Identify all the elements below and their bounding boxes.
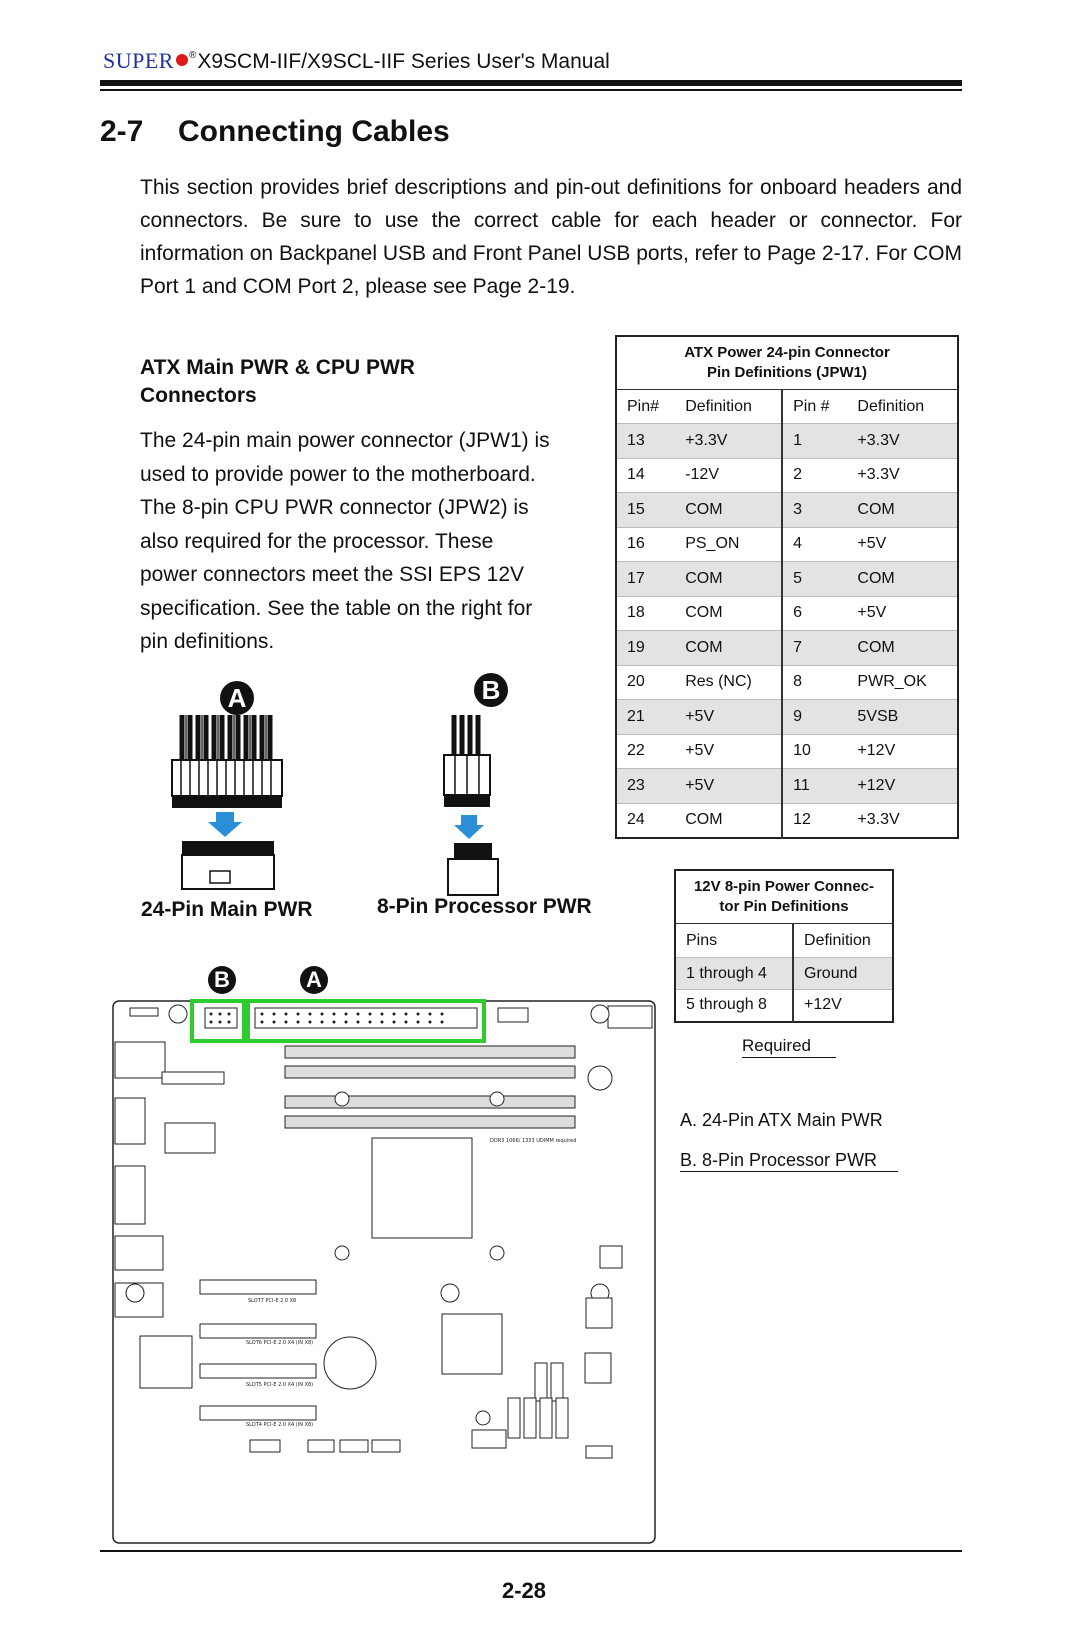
arrow-down-icon xyxy=(208,812,242,837)
board-badge-a: A xyxy=(300,966,328,994)
table-row xyxy=(616,424,958,459)
caption-8pin: 8-Pin Processor PWR xyxy=(377,895,592,918)
col-header-definition: Definition xyxy=(847,390,958,424)
pin-cell: 2 xyxy=(782,458,847,493)
table-row xyxy=(675,990,893,1022)
definition-cell: PWR_OK xyxy=(847,665,958,700)
section-title xyxy=(100,115,450,149)
table-row xyxy=(616,803,958,838)
section-number: 2-7 xyxy=(100,115,144,148)
pin-cell: 5 xyxy=(782,562,847,597)
arrow-down-icon xyxy=(454,815,484,839)
header-24pin-icon xyxy=(182,841,274,889)
connector-illustration xyxy=(160,715,630,905)
table-row xyxy=(616,458,958,493)
col-header-pin: Pin# xyxy=(616,390,675,424)
col-header-pins: Pins xyxy=(675,924,793,958)
definition-cell: COM xyxy=(847,631,958,666)
running-header xyxy=(103,48,610,74)
cable-24pin-icon xyxy=(172,715,282,808)
board-badge-b: B xyxy=(208,966,236,994)
definition-cell: COM xyxy=(675,803,782,838)
pin-cell: 8 xyxy=(782,665,847,700)
table-8pin xyxy=(674,869,894,1023)
legend-a: A. 24-Pin ATX Main PWR xyxy=(680,1110,883,1130)
definition-cell: COM xyxy=(847,493,958,528)
definition-cell: +5V xyxy=(847,527,958,562)
pin-cell: 4 xyxy=(782,527,847,562)
table-row xyxy=(616,734,958,769)
atx-body: The 24-pin main power connector (JPW1) is used to provide power to the motherboard. The 8-pin CPU PWR connector (JPW2) is also required for the processor. These power connectors meet the SSI EPS 12V specification. See the table on the right for pin definitions. xyxy=(140,429,550,653)
pin-cell: 1 xyxy=(782,424,847,459)
definition-cell: +3.3V xyxy=(847,458,958,493)
pin-cell: 12 xyxy=(782,803,847,838)
table-row xyxy=(675,958,893,990)
pin-cell: 18 xyxy=(616,596,675,631)
definition-cell: +5V xyxy=(675,769,782,804)
slot6-label: SLOT6 PCI-E 2.0 X4 (IN X8) xyxy=(246,1340,314,1346)
table-row xyxy=(616,700,958,735)
pin-cell: 17 xyxy=(616,562,675,597)
header-rule-thick xyxy=(100,80,962,86)
col-header-pin: Pin # xyxy=(782,390,847,424)
badge-b: B xyxy=(474,673,508,707)
header-rule-thin xyxy=(100,89,962,91)
pin-cell: 21 xyxy=(616,700,675,735)
slot7-label: SLOT7 PCI-E 2.0 X8 xyxy=(248,1298,297,1304)
definition-cell: 5VSB xyxy=(847,700,958,735)
slot4-label: SLOT4 PCI-E 2.0 X4 (IN X8) xyxy=(246,1422,314,1428)
pin-cell: 16 xyxy=(616,527,675,562)
pin-cell: 6 xyxy=(782,596,847,631)
definition-cell: -12V xyxy=(675,458,782,493)
definition-cell: COM xyxy=(675,596,782,631)
cable-8pin-icon xyxy=(444,715,490,807)
slot5-label: SLOT5 PCI-E 2.0 X4 (IN X8) xyxy=(246,1382,314,1388)
pin-cell: 24 xyxy=(616,803,675,838)
brand-logo: SUPER xyxy=(103,48,174,73)
pin-cell: 13 xyxy=(616,424,675,459)
caption-24pin: 24-Pin Main PWR xyxy=(141,898,313,921)
definition-cell: +5V xyxy=(847,596,958,631)
pin-cell: 15 xyxy=(616,493,675,528)
definition-cell: +12V xyxy=(793,990,893,1022)
col-header-definition: Definition xyxy=(675,390,782,424)
pin-cell: 19 xyxy=(616,631,675,666)
definition-cell: COM xyxy=(675,631,782,666)
table-row xyxy=(616,493,958,528)
pin-cell: 9 xyxy=(782,700,847,735)
definition-cell: COM xyxy=(847,562,958,597)
pin-cell: 20 xyxy=(616,665,675,700)
pin-cell: 14 xyxy=(616,458,675,493)
definition-cell: COM xyxy=(675,562,782,597)
definition-cell: +12V xyxy=(847,769,958,804)
logo-dot-icon xyxy=(176,54,188,66)
header-8pin-icon xyxy=(448,843,498,895)
table-row xyxy=(616,665,958,700)
section-heading: Connecting Cables xyxy=(178,115,450,148)
badge-a: A xyxy=(220,681,254,715)
page-number: 2-28 xyxy=(502,1578,547,1603)
definition-cell: +3.3V xyxy=(675,424,782,459)
pins-cell: 1 through 4 xyxy=(675,958,793,990)
table-row xyxy=(616,596,958,631)
pins-cell: 5 through 8 xyxy=(675,990,793,1022)
dimm-label: DDR3 1066/ 1333 UDIMM required xyxy=(490,1138,577,1144)
definition-cell: +3.3V xyxy=(847,424,958,459)
definition-cell: +12V xyxy=(847,734,958,769)
pin-cell: 3 xyxy=(782,493,847,528)
table-row xyxy=(616,527,958,562)
definition-cell: PS_ON xyxy=(675,527,782,562)
definition-cell: COM xyxy=(675,493,782,528)
pin-cell: 10 xyxy=(782,734,847,769)
table-row xyxy=(616,562,958,597)
footer-rule xyxy=(100,1550,962,1552)
definition-cell: +5V xyxy=(675,700,782,735)
definition-cell: +5V xyxy=(675,734,782,769)
pin-cell: 11 xyxy=(782,769,847,804)
pin-cell: 23 xyxy=(616,769,675,804)
table-row xyxy=(616,769,958,804)
table-row xyxy=(616,631,958,666)
intro-paragraph: This section provides brief descriptions and pin-out definitions for onboard headers and connectors. Be sure to use the correct cable for each header or connector. For information on Backpanel USB and Front Panel USB ports, refer to Page 2-17. For COM Port 1 and COM Port 2, please see Page 2-19. xyxy=(140,176,962,298)
definition-cell: Res (NC) xyxy=(675,665,782,700)
required-note: Required xyxy=(742,1036,836,1058)
table-24pin-title: ATX Power 24-pin Connector Pin Definitions (JPW1) xyxy=(616,336,958,390)
motherboard-diagram xyxy=(110,998,660,1548)
manual-title: X9SCM-IIF/X9SCL-IIF Series User's Manual xyxy=(197,50,610,73)
col-header-definition: Definition xyxy=(793,924,893,958)
pin-cell: 7 xyxy=(782,631,847,666)
pin-cell: 22 xyxy=(616,734,675,769)
registered-mark: ® xyxy=(188,50,197,61)
atx-heading: ATX Main PWR & CPU PWR Connectors xyxy=(140,356,415,407)
table-24pin xyxy=(615,335,959,839)
definition-cell: +3.3V xyxy=(847,803,958,838)
table-8pin-title: 12V 8-pin Power Connec- tor Pin Definitions xyxy=(675,870,893,924)
definition-cell: Ground xyxy=(793,958,893,990)
legend-b: B. 8-Pin Processor PWR xyxy=(680,1150,898,1172)
